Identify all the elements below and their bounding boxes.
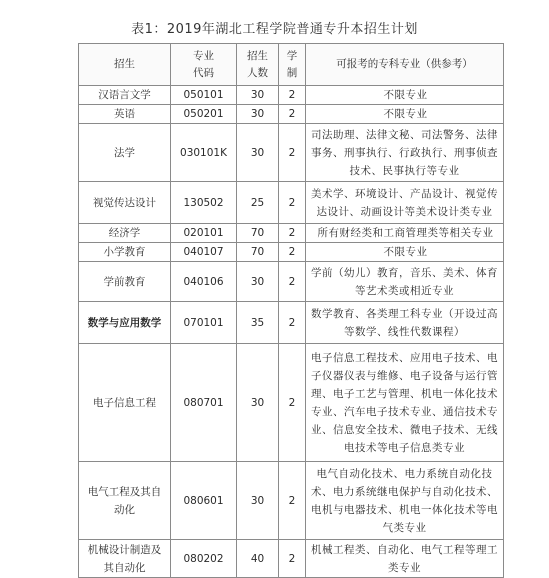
major-name: 汉语言文学 (79, 86, 171, 105)
major-code: 050101 (171, 86, 237, 105)
major-name: 数学与应用数学 (79, 302, 171, 344)
header-years: 学 制 (279, 44, 306, 86)
table-row (79, 462, 504, 540)
eligible-majors: 电子信息工程技术、应用电子技术、电子仪器仪表与维修、电子设备与运行管理、电子工艺与管理、机电一体化技术专业、汽车电子技术专业、通信技术专业、信息安全技术、微电子技术、无线电技术等电子信息类专业 (306, 344, 504, 462)
years: 2 (279, 540, 306, 578)
eligible-majors: 所有财经类和工商管理类等相关专业 (306, 224, 504, 243)
table-row (79, 243, 504, 262)
eligible-majors: 电气自动化技术、电力系统自动化技术、电力系统继电保护与自动化技术、电机与电器技术、机电一体化技术等电气类专业 (306, 462, 504, 540)
major-code: 030101K (171, 124, 237, 182)
header-eligible-majors: 可报考的专科专业（供参考） (306, 44, 504, 86)
header-major: 招生 (79, 44, 171, 86)
quota: 30 (237, 86, 279, 105)
major-name: 电子信息工程 (79, 344, 171, 462)
quota: 25 (237, 182, 279, 224)
eligible-majors: 不限专业 (306, 243, 504, 262)
header-code: 专业 代码 (171, 44, 237, 86)
years: 2 (279, 105, 306, 124)
eligible-majors: 机械工程类、自动化、电气工程等理工类专业 (306, 540, 504, 578)
major-code: 080202 (171, 540, 237, 578)
eligible-majors: 学前（幼儿）教育，音乐、美术、体育等艺术类或相近专业 (306, 262, 504, 302)
major-name: 电气工程及其自动化 (79, 462, 171, 540)
major-name: 学前教育 (79, 262, 171, 302)
major-name: 法学 (79, 124, 171, 182)
major-code: 080601 (171, 462, 237, 540)
major-name: 英语 (79, 105, 171, 124)
table-row (79, 262, 504, 302)
table-row (79, 105, 504, 124)
quota: 70 (237, 243, 279, 262)
eligible-majors: 不限专业 (306, 105, 504, 124)
years: 2 (279, 262, 306, 302)
years: 2 (279, 86, 306, 105)
quota: 30 (237, 124, 279, 182)
years: 2 (279, 243, 306, 262)
major-code: 070101 (171, 302, 237, 344)
years: 2 (279, 182, 306, 224)
major-name: 经济学 (79, 224, 171, 243)
quota: 70 (237, 224, 279, 243)
major-code: 020101 (171, 224, 237, 243)
eligible-majors: 不限专业 (306, 86, 504, 105)
quota: 30 (237, 344, 279, 462)
quota: 35 (237, 302, 279, 344)
major-name: 机械设计制造及其自动化 (79, 540, 171, 578)
major-code: 040106 (171, 262, 237, 302)
major-code: 040107 (171, 243, 237, 262)
years: 2 (279, 344, 306, 462)
quota: 30 (237, 462, 279, 540)
major-code: 050201 (171, 105, 237, 124)
table-row (79, 540, 504, 578)
major-name: 小学教育 (79, 243, 171, 262)
major-code: 130502 (171, 182, 237, 224)
years: 2 (279, 224, 306, 243)
table-row (79, 224, 504, 243)
eligible-majors: 数学教育、各类理工科专业（开设过高等数学、线性代数课程） (306, 302, 504, 344)
table-row (79, 124, 504, 182)
table-row (79, 86, 504, 105)
years: 2 (279, 462, 306, 540)
quota: 30 (237, 105, 279, 124)
header-row (79, 44, 504, 86)
quota: 30 (237, 262, 279, 302)
years: 2 (279, 302, 306, 344)
eligible-majors: 司法助理、法律文秘、司法警务、法律事务、刑事执行、行政执行、刑事侦查技术、民事执行等专业 (306, 124, 504, 182)
table-row (79, 344, 504, 462)
header-quota: 招生 人数 (237, 44, 279, 86)
enrollment-plan-table (78, 43, 504, 578)
eligible-majors: 美术学、环境设计、产品设计、视觉传达设计、动画设计等美术设计类专业 (306, 182, 504, 224)
years: 2 (279, 124, 306, 182)
quota: 40 (237, 540, 279, 578)
table-row (79, 182, 504, 224)
table-row (79, 302, 504, 344)
major-name: 视觉传达设计 (79, 182, 171, 224)
major-code: 080701 (171, 344, 237, 462)
table-title: 表1：2019年湖北工程学院普通专升本招生计划 (131, 22, 418, 37)
